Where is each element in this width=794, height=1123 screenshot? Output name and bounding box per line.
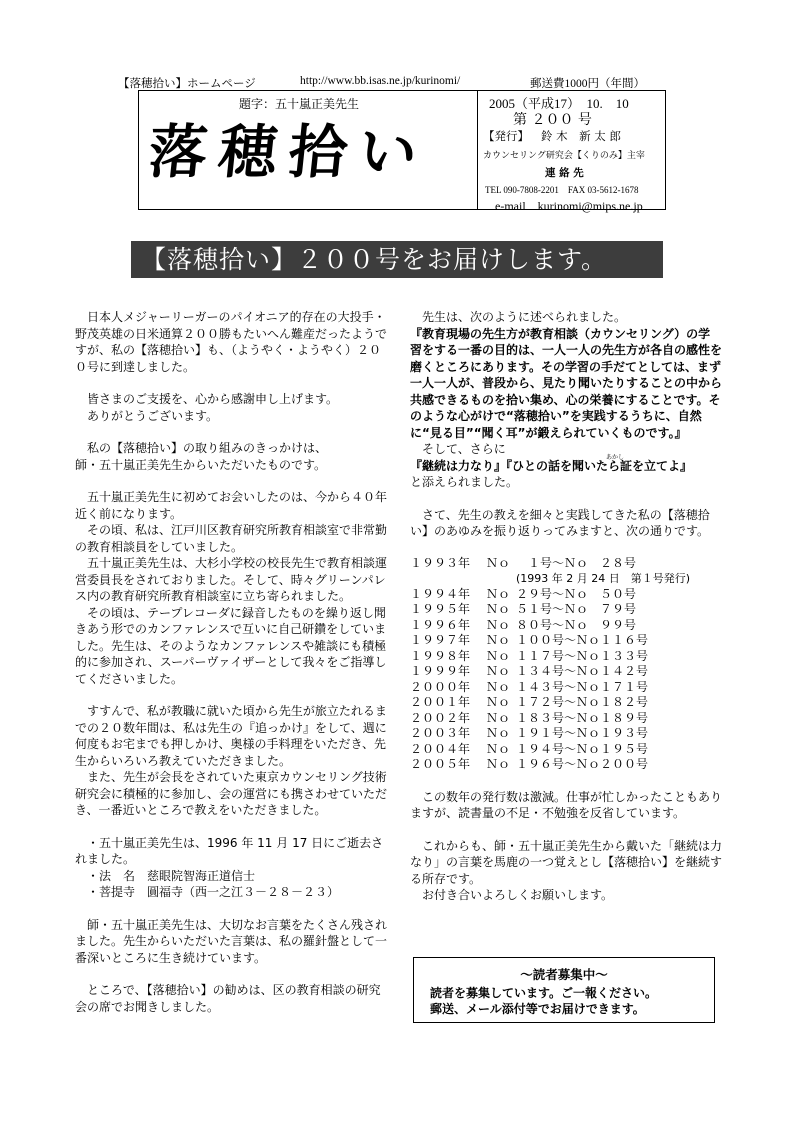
closing-text: お付き合いよろしくお願いします。 [410,888,614,902]
issue-date: 2005（平成17） 10. 10 [489,96,629,111]
history-year: ２００５年 [410,757,471,771]
email-address[interactable]: e-mail kurinomi@mips.ne.jp [495,199,643,213]
history-year: １９９８年 [410,648,471,663]
teacher-quote: 『教育現場の先生方が教育相談（カウンセリング）の学習をする一番の目的は、一人一人の先生方が各自の感性を磨くところにあります。その学習の手だてとしては、まず一人一人が、普段から、見たり聞いたりすることの中から共感できるものを拾い集め、心の栄養にすることです。そのような心がけで“落穂拾い”を実践するうちに、自然に“見る目”“聞く耳”が鍛えられていくものです。』 [410,326,723,440]
masthead [138,90,666,213]
left-paragraph: 師・五十嵐正美先生からいただいたものです。 [75,457,327,472]
history-row [410,757,690,773]
history-year: １９９６年 [410,617,471,632]
history-no [486,571,516,587]
history-no: Ｎｏ [486,602,511,616]
history-row [410,711,690,727]
reflection-text: この数年の発行数は激減。仕事が忙しかったこともありますが、読書量の不足・不勉強を反省しています。 [410,789,723,820]
history-range: ８０号～Ｎｏ ９９号 [516,617,637,632]
history-row [410,633,690,649]
history-row [410,649,690,665]
issue-number: 第 ２００ 号 [513,112,592,128]
history-no: Ｎｏ [486,695,511,709]
history-year: ２００１年 [410,695,471,709]
history-year: ２００３年 [410,726,471,740]
history-year: ２００４年 [410,741,471,756]
left-paragraph: 日本人メジャーリーガーのパイオニア的存在の大投手・野茂英雄の日米通算２００勝もたいへん難産だったようですが、私の【落穂拾い】も、（ようやく・ようやく）２００号に到達しました。 [75,310,388,374]
history-no: Ｎｏ [486,633,511,647]
history-row [410,556,690,572]
history-row [410,726,690,742]
history-no: Ｎｏ [486,710,511,725]
headline-banner: 【落穂拾い】２００号をお届けします。 [131,241,663,278]
paragraph-spacer [75,966,387,982]
history-row [410,571,690,587]
history-range: １１７号～Ｎｏ１３３号 [516,648,649,663]
history-row [410,664,690,680]
then-text: そして、さらに [410,442,506,456]
history-range: ２９号～Ｎｏ ５０号 [516,586,637,601]
history-no: Ｎｏ [486,664,511,678]
tel-fax: TEL 090-7808-2201 FAX 03-5612-1678 [485,185,639,195]
history-range: １９４号～Ｎｏ１９５号 [516,741,649,756]
left-paragraph: 師・五十嵐正美先生は、大切なお言葉をたくさん残されました。先生からいただいた言葉は、私の羅針盤として一番深いところに生き続けています。 [75,917,388,965]
history-range: １９１号～Ｎｏ１９３号 [516,726,649,740]
homepage-url[interactable]: http://www.bb.isas.ne.jp/kurinomi/ [300,75,461,87]
history-no: Ｎｏ [486,726,511,740]
history-no: Ｎｏ [486,648,511,663]
contact-label: 連 絡 先 [545,167,584,179]
recruit-line-2: 郵送、メール添付等でお届けできます。 [430,1002,645,1016]
history-row [410,618,690,634]
history-range: １７２号～Ｎｏ１８２号 [516,695,649,709]
history-year: １９９５年 [410,602,471,616]
added-text: と添えられました。 [410,475,519,489]
history-no: Ｎｏ [486,586,511,601]
left-paragraph: 五十嵐正美先生は、大杉小学校の校長先生で教育相談運営委員長をされておりました。そして、時々グリーンパレス内の教育研究所教育相談室に立ち寄られました。 [75,556,388,603]
history-range: １８３号～Ｎｏ１８９号 [516,710,649,725]
newsletter-logo: 落穂拾い [145,118,433,186]
recruit-heading: ～読者募集中～ [520,967,608,982]
continuation-text: これからも、師・五十嵐正美先生から戴いた「継続は力なり」の言葉を馬鹿の一つ覚えとし【落穂拾い】を継続する所存です。 [410,838,723,886]
left-paragraph: 私の【落穂拾い】の取り組みのきっかけは、 [75,441,328,455]
history-row [410,695,690,711]
paragraph-spacer [75,819,387,835]
left-paragraph: ありがとうございます。 [75,408,219,423]
history-range: １９６号～Ｎｏ２００号 [516,757,649,771]
paragraph-spacer [75,424,387,440]
left-paragraph: すすんで、私が教職に就いた頃から先生が旅立たれるまでの２０数年間は、私は先生の『追っかけ』をして、週に何度もお宅までも押しかけ、奥様の手料理をいただき、先生からいろいろ教えていただきました。 [75,704,387,768]
right-column [410,309,722,904]
left-paragraph: ・菩提寺 圓福寺（西一之江３－２８－２３） [75,885,340,899]
history-range: (1993 年 2 月 24 日 第１号発行) [516,572,691,585]
history-row [410,602,690,618]
top-info-line [118,75,678,91]
masthead-title-panel [139,91,478,209]
paragraph-spacer [75,901,387,917]
left-paragraph: ・法 名 慈眼院智海正道信士 [75,868,256,883]
paragraph-spacer [75,687,387,703]
left-paragraph: ところで、【落穂拾い】の勧めは、区の教育相談の研究会の席でお聞きしました。 [75,983,381,1014]
history-range: １３４号～Ｎｏ１４２号 [516,664,649,678]
history-year: １９９９年 [410,664,471,678]
history-intro: さて、先生の教えを細々と実践してきた私の【落穂拾い】のあゆみを振り返りってみますと、次の通りです。 [410,507,710,538]
postage-fee: 郵送費1000円（年間） [530,78,645,90]
history-year: １９９７年 [410,633,471,647]
paragraph-spacer [75,375,387,391]
history-range: ５１号～Ｎｏ ７９号 [516,602,637,616]
publisher-label: 【発行】 [483,129,529,143]
history-year: １９９４年 [410,586,471,601]
history-range: １４３号～Ｎｏ１７１号 [516,679,649,694]
homepage-label: 【落穂拾い】ホームページ [118,78,256,90]
history-year: １９９３年 [410,555,471,570]
history-no: Ｎｏ [486,555,511,570]
left-paragraph: 五十嵐正美先生に初めてお会いしたのは、今から４０年近く前になります。 [75,490,388,521]
quote2-text: 『継続は力なり』『ひとの話を聞いたら証を立てよ』 [410,458,693,473]
left-paragraph: その頃は、テープレコーダに録音したものを繰り返し聞きあう形でのカンファレンスで互いに自己研鑽をしていました。先生は、そのようなカンファレンスや雑談にも積極的に参加され、スーパーヴァイザーとして我々をご指導してくださいました。 [75,605,387,686]
history-year [410,571,486,587]
history-row [410,680,690,696]
intro-text: 先生は、次のように述べられました。 [410,310,627,324]
left-paragraph: その頃、私は、江戸川区教育研究所教育相談室で非常勤の教育相談員をしていました。 [75,523,388,554]
history-row [410,587,690,603]
history-no: Ｎｏ [486,757,511,771]
calligraphy-credit: 題字：五十嵐正美先生 [239,97,360,111]
history-range: １号～Ｎｏ ２８号 [516,555,637,570]
history-row [410,742,690,758]
left-paragraph: 皆さまのご支援を、心から感謝申し上げます。 [75,392,339,406]
history-year: ２０００年 [410,679,471,694]
left-paragraph: また、先生が会長をされていた東京カウンセリング技術研究会に積極的に参加し、会の運営にも携さわせていただき、一番近いところで教えをいただきました。 [75,770,388,817]
recruit-line-1: 読者を募集しています。ご一報ください。 [430,986,658,1000]
history-no: Ｎｏ [486,617,511,632]
ruby-akashi: あかし [606,453,625,461]
reader-recruitment-box [413,957,715,1023]
left-paragraph: ・五十嵐正美先生は、1996 年 11 月 17 日にご逝去されました。 [75,835,384,866]
organization: カウンセリング研究会【くりのみ】主宰 [483,151,645,161]
history-no: Ｎｏ [486,741,511,756]
left-column [75,309,387,1015]
issue-history-table [410,556,690,773]
history-range: １００号～Ｎｏ１１６号 [516,633,649,647]
history-year: ２００２年 [410,710,471,725]
publisher-name: 鈴 木 新 太 郎 [541,129,621,143]
history-no: Ｎｏ [486,679,511,694]
teacher-quote-2 [410,453,722,475]
paragraph-spacer [75,473,387,489]
